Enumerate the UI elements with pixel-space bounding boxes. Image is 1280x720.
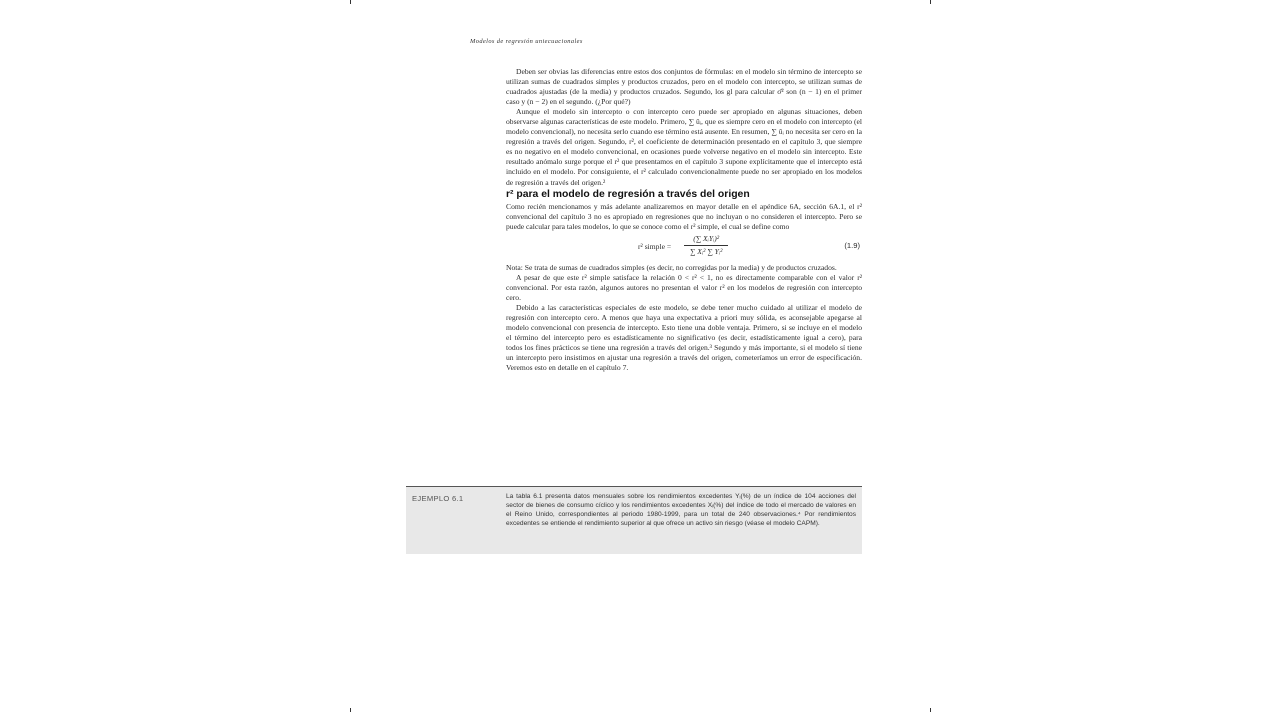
crop-mark-top-right — [930, 0, 931, 4]
paragraph-raw-r2-comparison: A pesar de que este r² simple satisface la relación 0 < r² < 1, no es directamente comparable con el valor r² convencional. Por esta razón, algunos autores no presentan el valor r² en los modelos de regresión con intercepto cero. — [506, 272, 862, 302]
crop-mark-bottom-left — [350, 708, 351, 712]
section-title: r² para el modelo de regresión a través del origen — [506, 188, 750, 200]
equation-numerator: (∑ XᵢYᵢ)² — [693, 233, 720, 243]
document-page — [406, 34, 862, 554]
crop-mark-bottom-right — [930, 708, 931, 712]
crop-mark-top-left — [350, 0, 351, 4]
example-text: La tabla 6.1 presenta datos mensuales sobre los rendimientos excedentes Yᵢ(%) de un índice de 104 acciones del sector de bienes de consumo cíclico y los rendimientos excedentes Xᵢ(%) del índice de todo el mercado de valores en el Reino Unido, correspondientes al periodo 1980-1999, para un total de 240 observaciones.⁴ Por rendimientos excedentes se entiende el rendimiento superior al que ofrece un activo sin riesgo (véase el modelo CAPM). — [506, 493, 856, 527]
equation-lhs: r² simple = — [638, 241, 672, 251]
fraction-bar — [684, 245, 728, 246]
equation-fraction — [684, 234, 728, 257]
paragraph-formula-differences: Deben ser obvias las diferencias entre estos dos conjuntos de fórmulas: en el modelo sin término de intercepto se utilizan sumas de cuadrados simples y productos cruzados, pero en el modelo con intercepto, se utilizan sumas de cuadrados ajustadas (de la media) y productos cruzados. Segundo, los gl para calcular σ̂² son (n − 1) en el primer caso y (n − 2) en el segundo. (¿Por qué?) — [506, 67, 862, 107]
example-box — [406, 486, 862, 554]
paragraph-raw-r2-intro: Como recién mencionamos y más adelante analizaremos en mayor detalle en el apéndice 6A, sección 6A.1, el r² convencional del capítulo 3 no es apropiado en regresiones que no incluyan o no consideren el intercepto. Pero se puede calcular para tales modelos, lo que se conoce como el r² simple, el cual se define como — [506, 201, 862, 231]
equation-raw-r2 — [506, 233, 862, 261]
paragraph-caution: Debido a las características especiales de este modelo, se debe tener mucho cuidado al utilizar el modelo de regresión con intercepto cero. A menos que haya una expectativa a priori muy sólida, es aconsejable apegarse al modelo convencional con presencia de intercepto. Esto tiene una doble ventaja. Primero, si se incluye en el modelo el término del intercepto pero es estadísticamente no significativo (es decir, estadísticamente igual a cero), para todos los fines prácticos se tiene una regresión a través del origen.³ Segundo y más importante, si el modelo sí tiene un intercepto pero insistimos en ajustar una regresión a través del origen, cometeríamos un error de especificación. Veremos esto en detalle en el capítulo 7. — [506, 302, 862, 373]
paragraph-note: Nota: Se trata de sumas de cuadrados simples (es decir, no corregidas por la media) y de productos cruzados. — [506, 262, 837, 272]
equation-number: (1.9) — [844, 240, 860, 250]
example-label: EJEMPLO 6.1 — [412, 494, 464, 503]
body-text — [506, 67, 862, 373]
paragraph-no-intercept-features: Aunque el modelo sin intercepto o con intercepto cero puede ser apropiado en algunas situaciones, deben observarse algunas características de este modelo. Primero, ∑ ûᵢ, que es siempre cero en el modelo con intercepto (el modelo convencional), no necesita serlo cuando ese término está ausente. En resumen, ∑ ûᵢ no necesita ser cero en la regresión a través del origen. Segundo, r², el coeficiente de determinación presentado en el capítulo 3, que siempre es no negativo en el modelo convencional, en ocasiones puede volverse negativo en el modelo sin intercepto. Este resultado anómalo surge porque el r² que presentamos en el capítulo 3 supone explícitamente que el intercepto está incluido en el modelo. Por consiguiente, el r² calculado convencionalmente puede no ser apropiado en los modelos de regresión a través del origen.² — [506, 107, 862, 187]
running-head: Modelos de regresión uniecuacionales — [470, 38, 583, 45]
equation-denominator: ∑ Xᵢ² ∑ Yᵢ² — [690, 246, 723, 256]
